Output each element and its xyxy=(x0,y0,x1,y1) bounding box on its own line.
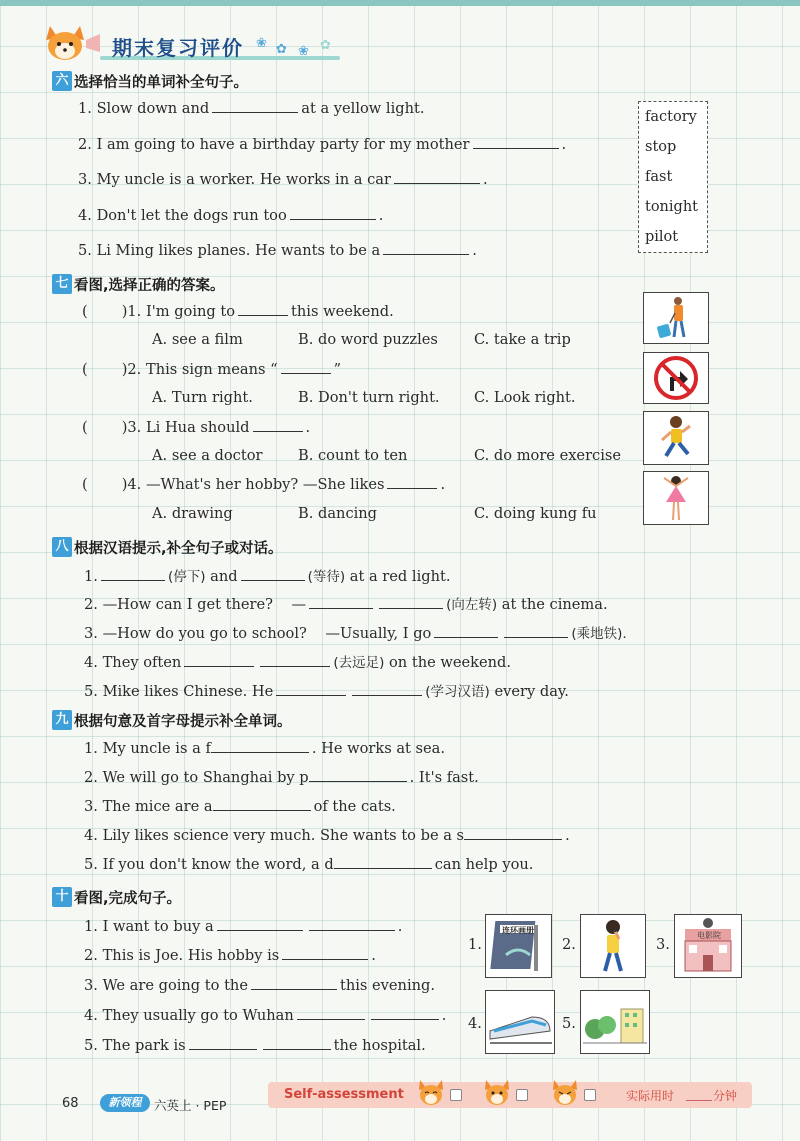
section-badge: 七 xyxy=(52,274,72,294)
picture-number: 1. xyxy=(468,936,482,953)
option-b[interactable]: B. dancing xyxy=(298,505,378,522)
word-option: tonight xyxy=(645,199,698,215)
word-option: factory xyxy=(645,109,697,125)
answer-blank[interactable] xyxy=(309,770,407,782)
page-number: 68 xyxy=(62,1096,79,1111)
answer-blank[interactable] xyxy=(434,626,498,638)
option-a[interactable]: A. see a film xyxy=(152,331,243,348)
picture-high-speed-train xyxy=(485,990,555,1054)
answer-blank[interactable] xyxy=(281,362,331,374)
answer-blank[interactable] xyxy=(212,101,298,113)
answer-blank[interactable] xyxy=(387,477,437,489)
answer-blank[interactable] xyxy=(282,948,368,960)
cinema-sign: 电影院 xyxy=(697,931,721,940)
picture-park-and-hospital xyxy=(580,990,650,1054)
cinema-building-icon xyxy=(675,915,741,977)
rating-checkbox[interactable] xyxy=(450,1089,462,1101)
question-line: ( )4. —What's her hobby? —She likes . xyxy=(82,476,446,493)
fox-sad-icon xyxy=(550,1078,580,1108)
section-title: 根据句意及首字母提示补全单词。 xyxy=(74,713,292,730)
option-c[interactable]: C. doing kung fu xyxy=(474,505,597,522)
option-c[interactable]: C. Look right. xyxy=(474,389,576,406)
answer-blank[interactable] xyxy=(217,919,303,931)
section-10-header xyxy=(52,886,181,908)
question-line: ( )2. This sign means “ ” xyxy=(82,361,342,378)
question-line: 5. Mike likes Chinese. He (学习汉语) every day. xyxy=(84,683,569,700)
question-line: 1. I want to buy a . xyxy=(84,918,403,935)
answer-blank[interactable] xyxy=(309,597,373,609)
question-line: 4. Don't let the dogs run too . xyxy=(78,207,384,224)
self-assessment-bar xyxy=(268,1082,752,1108)
option-a[interactable]: A. Turn right. xyxy=(152,389,253,406)
answer-blank[interactable] xyxy=(334,857,432,869)
section-7-header xyxy=(52,273,225,295)
rating-checkbox[interactable] xyxy=(516,1089,528,1101)
section-title: 选择恰当的单词补全句子。 xyxy=(74,74,248,91)
option-c[interactable]: C. take a trip xyxy=(474,331,571,348)
answer-blank[interactable] xyxy=(276,684,346,696)
section-title: 看图,选择正确的答案。 xyxy=(74,277,225,294)
picture-ballet-dancer xyxy=(643,471,709,525)
picture-number: 3. xyxy=(656,936,670,953)
question-line: 1. Slow down and at a yellow light. xyxy=(78,100,425,117)
option-b[interactable]: B. do word puzzles xyxy=(298,331,438,348)
paw-icon: ❀ xyxy=(298,44,309,59)
question-line: 1. My uncle is a f . He works at sea. xyxy=(84,740,446,757)
option-c[interactable]: C. do more exercise xyxy=(474,447,622,464)
time-used-label: 实际用时 xyxy=(626,1089,675,1103)
word-option: fast xyxy=(645,169,673,185)
section-8-header xyxy=(52,536,283,558)
answer-blank[interactable] xyxy=(251,978,337,990)
section-badge: 九 xyxy=(52,710,72,730)
page-top-edge xyxy=(0,0,800,6)
answer-blank[interactable] xyxy=(189,1038,257,1050)
answer-blank[interactable] xyxy=(394,172,480,184)
question-line: 2. —How can I get there? — (向左转) at the cinema. xyxy=(84,596,608,613)
section-badge: 八 xyxy=(52,537,72,557)
picture-number: 5. xyxy=(562,1015,576,1032)
answer-blank[interactable] xyxy=(352,684,422,696)
answer-blank[interactable] xyxy=(464,828,562,840)
picture-cinema xyxy=(674,914,742,978)
question-line: ( )3. Li Hua should . xyxy=(82,419,311,436)
section-badge: 十 xyxy=(52,887,72,907)
park-and-hospital-icon xyxy=(581,991,649,1053)
traveler-with-suitcase-icon xyxy=(644,293,708,343)
word-bank xyxy=(638,101,708,253)
answer-blank[interactable] xyxy=(383,243,469,255)
question-line: 2. This is Joe. His hobby is . xyxy=(84,947,376,964)
section-title: 看图,完成句子。 xyxy=(74,890,182,907)
word-option: stop xyxy=(645,139,677,155)
picture-boy-singing xyxy=(580,914,646,978)
picture-number: 4. xyxy=(468,1015,482,1032)
picture-number: 2. xyxy=(562,936,576,953)
word-option: pilot xyxy=(645,229,679,245)
page-title: 期末复习评价 xyxy=(112,36,244,60)
answer-blank[interactable] xyxy=(379,597,443,609)
paw-icon: ✿ xyxy=(320,38,331,53)
picture-picture-book xyxy=(485,914,552,978)
running-boy-icon xyxy=(644,412,708,464)
answer-blank[interactable] xyxy=(253,420,303,432)
fox-neutral-icon xyxy=(482,1078,512,1108)
time-unit-label: 分钟 xyxy=(713,1089,738,1103)
section-badge: 六 xyxy=(52,71,72,91)
picture-no-right-turn-sign xyxy=(643,352,709,404)
answer-blank[interactable] xyxy=(184,655,254,667)
answer-blank[interactable] xyxy=(504,626,568,638)
grade-label: 六英上 · PEP xyxy=(154,1098,227,1113)
picture-running-boy xyxy=(643,411,709,465)
question-line: 3. My uncle is a worker. He works in a car . xyxy=(78,171,488,188)
question-line: 5. If you don't know the word, a d can help you. xyxy=(84,856,534,873)
question-line: 5. The park is the hospital. xyxy=(84,1037,426,1054)
answer-blank[interactable] xyxy=(238,304,288,316)
answer-blank[interactable] xyxy=(241,569,305,581)
picture-traveler xyxy=(643,292,709,344)
answer-blank[interactable] xyxy=(473,137,559,149)
paw-icon: ✿ xyxy=(276,42,287,57)
question-line: 2. I am going to have a birthday party for my mother . xyxy=(78,136,567,153)
brand-badge: 新领程 xyxy=(100,1094,150,1112)
section-9-header xyxy=(52,709,292,731)
option-a[interactable]: A. see a doctor xyxy=(152,447,263,464)
boy-singing-icon xyxy=(581,915,645,977)
fox-mascot-icon xyxy=(40,22,104,64)
question-line: 3. —How do you go to school? —Usually, I go (乘地铁). xyxy=(84,625,627,642)
answer-blank[interactable] xyxy=(290,208,376,220)
header-banner xyxy=(40,22,370,64)
answer-blank[interactable] xyxy=(297,1008,365,1020)
question-line: ( )1. I'm going to this weekend. xyxy=(82,303,394,320)
option-b[interactable]: B. Don't turn right. xyxy=(298,389,440,406)
answer-blank[interactable] xyxy=(263,1038,331,1050)
answer-blank[interactable] xyxy=(309,919,395,931)
rating-checkbox[interactable] xyxy=(584,1089,596,1101)
ballet-dancer-icon xyxy=(644,472,708,524)
answer-blank[interactable] xyxy=(213,799,311,811)
fox-happy-icon xyxy=(416,1078,446,1108)
no-right-turn-sign-icon xyxy=(644,353,708,403)
answer-blank[interactable] xyxy=(371,1008,439,1020)
question-line: 4. Lily likes science very much. She wants to be a s . xyxy=(84,827,570,844)
time-input-blank[interactable] xyxy=(686,1100,712,1101)
answer-blank[interactable] xyxy=(211,741,309,753)
question-line: 3. We are going to the this evening. xyxy=(84,977,435,994)
section-6-header xyxy=(52,70,248,92)
question-line: 2. We will go to Shanghai by p . It's fast. xyxy=(84,769,479,786)
book-title: 连环画册 xyxy=(502,926,534,935)
section-title: 根据汉语提示,补全句子或对话。 xyxy=(74,540,283,557)
option-b[interactable]: B. count to ten xyxy=(298,447,408,464)
paw-icon: ❀ xyxy=(256,36,267,51)
answer-blank[interactable] xyxy=(260,655,330,667)
option-a[interactable]: A. drawing xyxy=(152,505,233,522)
question-line: 3. The mice are a of the cats. xyxy=(84,798,396,815)
question-line: 4. They usually go to Wuhan . xyxy=(84,1007,447,1024)
answer-blank[interactable] xyxy=(101,569,165,581)
question-line: 1. (停下) and (等待) at a red light. xyxy=(84,568,451,585)
self-assessment-label: Self-assessment xyxy=(284,1087,404,1102)
question-line: 4. They often (去远足) on the weekend. xyxy=(84,654,511,671)
question-line: 5. Li Ming likes planes. He wants to be a . xyxy=(78,242,477,259)
high-speed-train-icon xyxy=(486,991,554,1053)
